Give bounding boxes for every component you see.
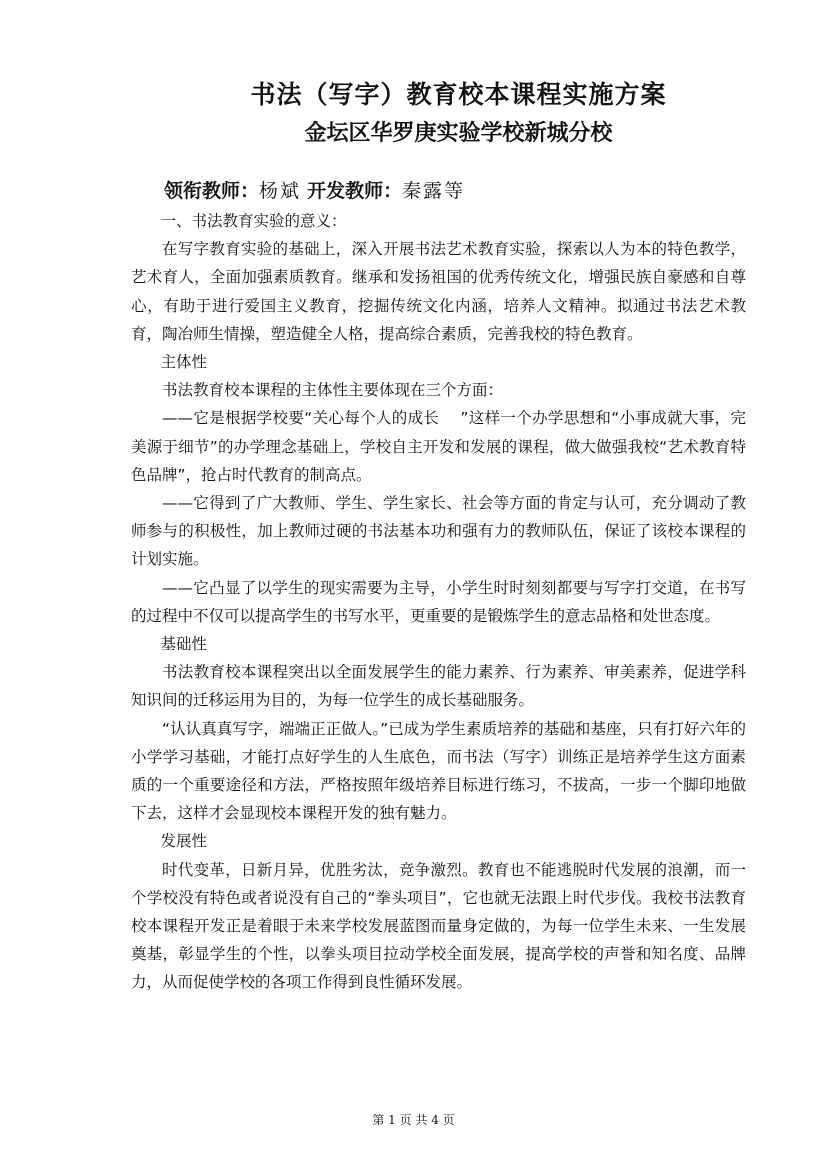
paragraph: ——它得到了广大教师、学生、学生家长、社会等方面的肯定与认可，充分调动了教师参与的积极性，加上教师过硬的书法基本功和强有力的教师队伍，保证了该校本课程的计划实施。 (131, 494, 746, 569)
section-heading: 主体性 (160, 353, 207, 372)
dev-teacher-names: 秦露等 (402, 180, 466, 202)
paragraph: “认认真真写字，端端正正做人。”已成为学生素质培养的基础和基座，只有打好六年的小学学习基础，才能打点好学生的人生底色，而书法（写字）训练正是培养学生这方面素质的一个重要途径和方法，严格按照年级培养目标进行练习，不拔高，一步一个脚印地做下去，这样才会显现校本课程开发的独有魅力。 (131, 719, 746, 823)
paragraph: 书法教育校本课程突出以全面发展学生的能力素养、行为素养、审美素养，促进学科知识间的迁移运用为目的，为每一位学生的成长基础服务。 (131, 663, 746, 710)
paragraph: 在写字教育实验的基础上，深入开展书法艺术教育实验，探索以人为本的特色教学，艺术育人，全面加强素质教育。继承和发扬祖国的优秀传统文化，增强民族自豪感和自尊心，有助于进行爱国主义教育，挖掘传统文化内涵，培养人文精神。拟通过书法艺术教育，陶冶师生情操，塑造健全人格，提高综合素质，完善我校的特色教育。 (131, 240, 746, 343)
section-heading: 基础性 (160, 635, 207, 654)
teacher-credits (164, 176, 465, 206)
document-body (131, 207, 746, 997)
school-name: 金坛区华罗庚实验学校新城分校 (304, 120, 613, 146)
paragraph: 时代变革，日新月异，优胜劣汰，竞争激烈。教育也不能逃脱时代发展的浪潮，而一个学校没有特色或者说没有自己的“拳头项目”，它也就无法跟上时代步伐。我校书法教育校本课程开发正是着眼于未来学校发展蓝图而量身定做的，为每一位学生未来、一生发展奠基，彰显学生的个性，以拳头项目拉动学校全面发展，提高学校的声誉和知名度、品牌力，从而促使学校的各项工作得到良性循环发展。 (131, 860, 746, 992)
document-title: 书法（写字）教育校本课程实施方案 (250, 80, 667, 109)
paragraph: 书法教育校本课程的主体性主要体现在三个方面： (162, 381, 504, 400)
page-number: 第 1 页 共 4 页 (372, 1113, 455, 1127)
dev-teacher-label: 开发教师： (307, 180, 403, 202)
section-heading: 一、书法教育实验的意义： (160, 212, 347, 230)
lead-teacher-label: 领衔教师： (164, 180, 260, 202)
lead-teacher-name: 杨斌 (259, 180, 302, 202)
paragraph: ——它是根据学校要“关心每个人的成长 ”这样一个办学思想和“小事成就大事，完美源于细节”的办学理念基础上，学校自主开发和发展的课程，做大做强我校“艺术教育特色品牌”，抢占时代教育的制高点。 (131, 409, 746, 484)
paragraph: ——它凸显了以学生的现实需要为主导，小学生时时刻刻都要与写字打交道，在书写的过程中不仅可以提高学生的书写水平，更重要的是锻炼学生的意志品格和处世态度。 (131, 578, 746, 625)
section-heading: 发展性 (160, 832, 207, 851)
